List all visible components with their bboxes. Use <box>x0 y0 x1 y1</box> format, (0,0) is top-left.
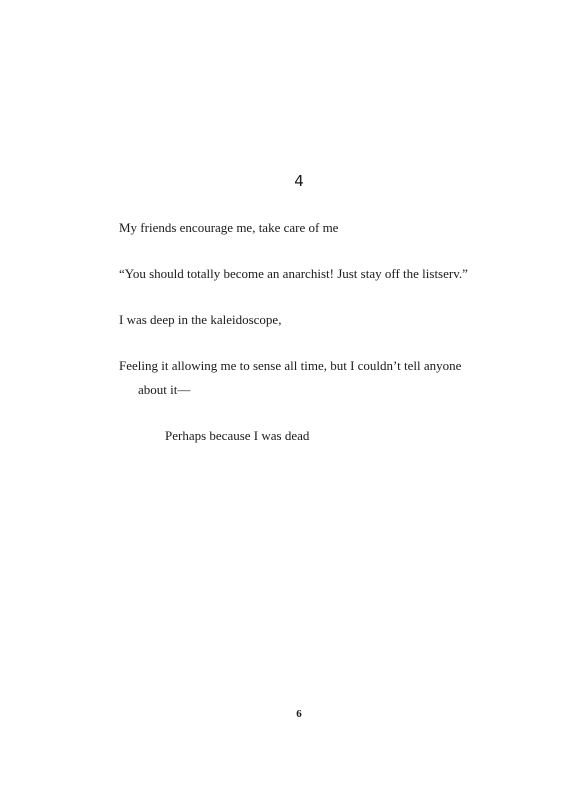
poem-line-4-first: Feeling it allowing me to sense all time, but I couldn’t tell anyone <box>119 358 462 373</box>
poem-line-5: Perhaps because I was dead <box>165 428 310 443</box>
poem-body <box>119 218 509 472</box>
poem-line-4-continuation: about it— <box>138 382 191 397</box>
section-number: 4 <box>294 172 304 190</box>
poem-line-4 <box>119 356 509 400</box>
poem-line-1: My friends encourage me, take care of me <box>119 220 339 235</box>
poem-line-3: I was deep in the kaleidoscope, <box>119 312 282 327</box>
page-number: 6 <box>296 708 302 720</box>
poem-line-2: “You should totally become an anarchist! Just stay off the listserv.” <box>119 266 468 281</box>
